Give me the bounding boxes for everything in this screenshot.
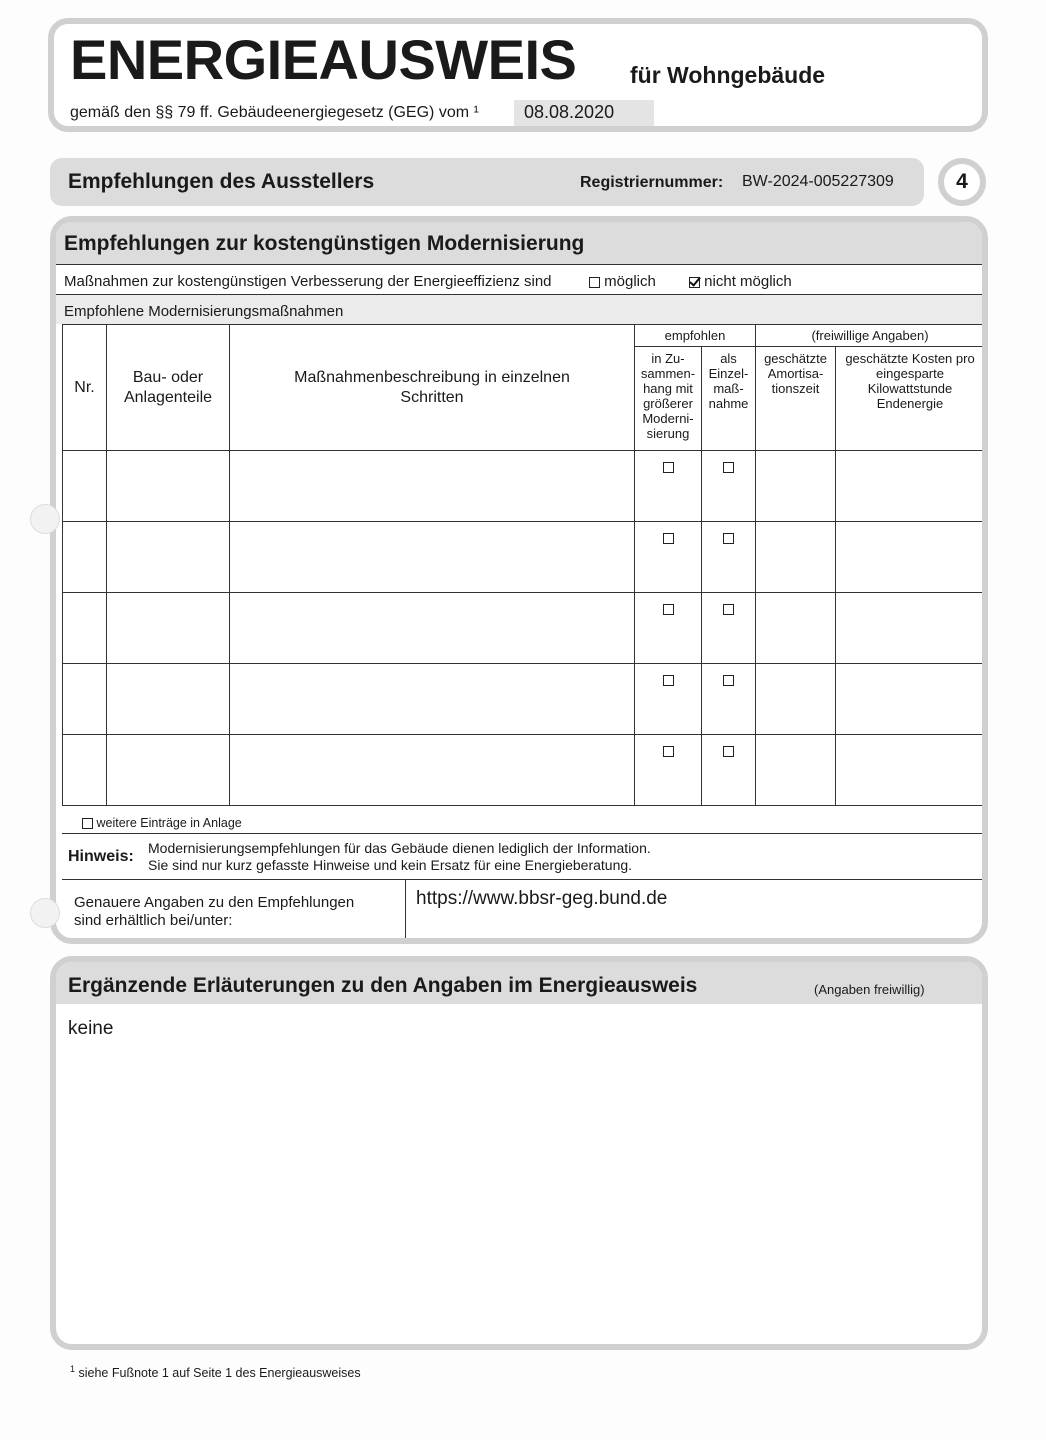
hint-line-1: Modernisierungsempfehlungen für das Gebäude dienen lediglich der Information.	[148, 840, 651, 856]
cell-in-context	[635, 735, 702, 806]
registration-label: Registriernummer:	[580, 174, 724, 191]
further-entries[interactable]	[82, 816, 242, 830]
col-single: als Einzel-maß-nahme	[702, 347, 756, 451]
cell-description[interactable]	[230, 664, 635, 735]
footnote-text: siehe Fußnote 1 auf Seite 1 des Energieausweises	[78, 1366, 361, 1381]
explanations-note: (Angaben freiwillig)	[814, 982, 925, 997]
col-recommended: empfohlen	[635, 325, 756, 347]
cell-description[interactable]	[230, 593, 635, 664]
cell-amortisation[interactable]	[756, 451, 836, 522]
checkbox-in-context[interactable]	[663, 604, 674, 615]
cell-component[interactable]	[107, 522, 230, 593]
cell-amortisation[interactable]	[756, 664, 836, 735]
punch-hole-top	[30, 504, 60, 534]
hint-line-2: Sie sind nur kurz gefasste Hinweise und kein Ersatz für eine Energieberatung.	[148, 857, 633, 873]
cell-in-context	[635, 664, 702, 735]
measures-table	[62, 324, 985, 806]
cell-description[interactable]	[230, 522, 635, 593]
recommended-measures-row	[56, 294, 982, 324]
checkbox-in-context[interactable]	[663, 462, 674, 473]
cell-nr[interactable]	[63, 451, 107, 522]
table-row	[63, 451, 985, 522]
modernisation-header	[56, 222, 982, 264]
cell-amortisation[interactable]	[756, 522, 836, 593]
option-possible-label: möglich	[604, 273, 656, 290]
hint-label: Hinweis:	[68, 848, 134, 865]
checkbox-not-possible[interactable]	[689, 277, 700, 288]
explanations-panel	[50, 956, 988, 1350]
col-in-context: in Zu-sammen-hang mit größerer Moderni-sierung	[635, 347, 702, 451]
cell-component[interactable]	[107, 735, 230, 806]
cell-single	[702, 451, 756, 522]
option-not-possible[interactable]	[689, 273, 792, 290]
col-component: Bau- oder Anlagenteile	[107, 325, 230, 451]
recommended-measures-label: Empfohlene Modernisierungsmaßnahmen	[64, 303, 344, 320]
col-voluntary: (freiwillige Angaben)	[756, 325, 985, 347]
law-date: 08.08.2020	[514, 100, 654, 126]
table-row	[63, 664, 985, 735]
punch-hole-bottom	[30, 898, 60, 928]
measures-row	[56, 264, 982, 294]
measures-question: Maßnahmen zur kostengünstigen Verbesserung der Energieeffizienz sind	[64, 273, 552, 290]
details-row	[62, 880, 984, 944]
option-not-possible-label: nicht möglich	[704, 273, 792, 290]
cell-costs[interactable]	[836, 522, 985, 593]
modernisation-panel	[50, 216, 988, 944]
checkbox-single[interactable]	[723, 604, 734, 615]
cell-costs[interactable]	[836, 664, 985, 735]
footnote	[70, 1364, 361, 1380]
cell-nr[interactable]	[63, 593, 107, 664]
further-entries-label: weitere Einträge in Anlage	[96, 816, 242, 830]
modernisation-title: Empfehlungen zur kostengünstigen Modernisierung	[64, 232, 585, 255]
checkbox-single[interactable]	[723, 462, 734, 473]
section-bar	[50, 158, 924, 206]
law-reference: gemäß den §§ 79 ff. Gebäudeenergiegesetz (GEG) vom ¹	[70, 104, 479, 121]
cell-nr[interactable]	[63, 522, 107, 593]
cell-component[interactable]	[107, 593, 230, 664]
table-row	[63, 735, 985, 806]
checkbox-in-context[interactable]	[663, 675, 674, 686]
checkbox-in-context[interactable]	[663, 746, 674, 757]
registration-number: BW-2024-005227309	[742, 173, 894, 190]
document-title: ENERGIEAUSWEIS	[70, 28, 577, 91]
certificate-header	[48, 18, 988, 132]
checkbox-single[interactable]	[723, 746, 734, 757]
checkbox-single[interactable]	[723, 533, 734, 544]
document-subtitle: für Wohngebäude	[630, 62, 826, 88]
details-divider	[405, 880, 406, 944]
hint-row	[62, 834, 984, 880]
checkbox-single[interactable]	[723, 675, 734, 686]
explanations-header	[56, 962, 982, 1004]
footnote-marker: 1	[70, 1364, 76, 1374]
cell-single	[702, 522, 756, 593]
cell-amortisation[interactable]	[756, 735, 836, 806]
checkbox-further-entries[interactable]	[82, 818, 93, 829]
option-possible[interactable]	[589, 273, 656, 290]
cell-description[interactable]	[230, 451, 635, 522]
cell-nr[interactable]	[63, 735, 107, 806]
col-costs: geschätzte Kosten pro eingesparte Kilowattstunde Endenergie	[836, 347, 985, 451]
cell-in-context	[635, 451, 702, 522]
col-nr: Nr.	[63, 325, 107, 451]
cell-single	[702, 593, 756, 664]
cell-costs[interactable]	[836, 593, 985, 664]
cell-component[interactable]	[107, 451, 230, 522]
cell-component[interactable]	[107, 664, 230, 735]
cell-in-context	[635, 593, 702, 664]
cell-costs[interactable]	[836, 451, 985, 522]
checkbox-in-context[interactable]	[663, 533, 674, 544]
col-description: Maßnahmenbeschreibung in einzelnen Schritten	[230, 325, 635, 451]
page-number-badge: 4	[938, 158, 986, 206]
cell-description[interactable]	[230, 735, 635, 806]
cell-single	[702, 735, 756, 806]
col-amortisation: geschätzte Amortisa-tionszeit	[756, 347, 836, 451]
cell-nr[interactable]	[63, 664, 107, 735]
table-row	[63, 522, 985, 593]
explanations-title: Ergänzende Erläuterungen zu den Angaben im Energieausweis	[68, 974, 698, 997]
details-url[interactable]: https://www.bbsr-geg.bund.de	[416, 888, 668, 909]
cell-amortisation[interactable]	[756, 593, 836, 664]
cell-in-context	[635, 522, 702, 593]
checkbox-possible[interactable]	[589, 277, 600, 288]
section-title: Empfehlungen des Ausstellers	[68, 170, 375, 193]
details-line-1: Genauere Angaben zu den Empfehlungen	[74, 894, 355, 911]
details-line-2: sind erhältlich bei/unter:	[74, 912, 233, 929]
cell-costs[interactable]	[836, 735, 985, 806]
further-entries-row	[62, 810, 984, 834]
table-row	[63, 593, 985, 664]
cell-single	[702, 664, 756, 735]
explanations-text[interactable]: keine	[68, 1018, 114, 1039]
